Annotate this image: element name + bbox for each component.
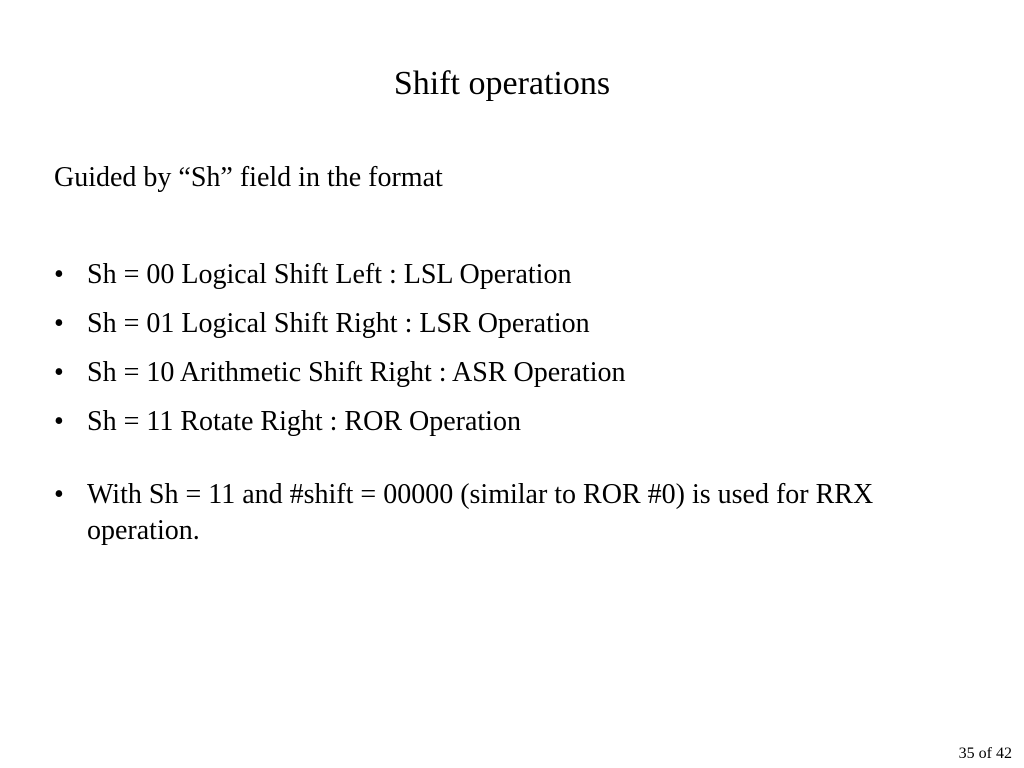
bullet-icon: •: [54, 406, 64, 437]
bullet-list: [54, 257, 934, 562]
slide-title: Shift operations: [393, 65, 611, 102]
page-number: 35 of 42: [958, 745, 1012, 762]
bullet-text: With Sh = 11 and #shift = 00000 (similar to ROR #0) is used for RRX operation.: [87, 479, 874, 546]
bullet-text: Sh = 10 Arithmetic Shift Right : ASR Operation: [87, 357, 626, 388]
bullet-item: [54, 257, 934, 293]
bullet-item: [54, 477, 934, 549]
bullet-text: Sh = 00 Logical Shift Left : LSL Operation: [87, 259, 572, 290]
bullet-item: [54, 355, 934, 391]
bullet-text: Sh = 01 Logical Shift Right : LSR Operation: [87, 308, 590, 339]
bullet-icon: •: [54, 308, 64, 339]
intro-text: Guided by “Sh” field in the format: [54, 162, 443, 193]
bullet-icon: •: [54, 479, 64, 510]
bullet-item: [54, 306, 934, 342]
bullet-icon: •: [54, 357, 64, 388]
bullet-item: [54, 404, 934, 440]
bullet-icon: •: [54, 259, 64, 290]
bullet-text: Sh = 11 Rotate Right : ROR Operation: [87, 406, 521, 437]
